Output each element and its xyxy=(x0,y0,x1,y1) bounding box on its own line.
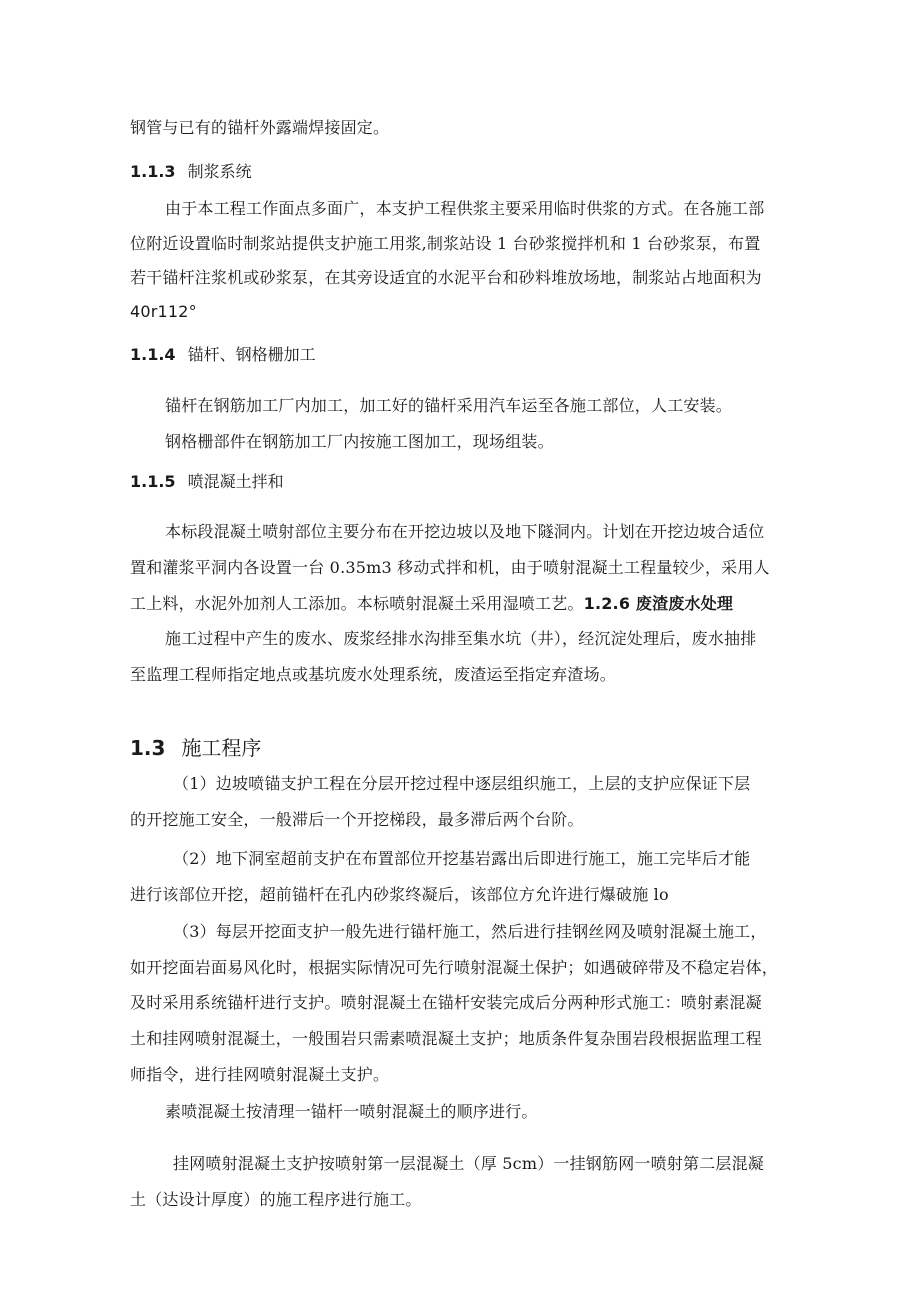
paragraph-line: 施工过程中产生的废水、废浆经排水沟排至集水坑（井），经沉淀处理后，废水抽排 xyxy=(165,629,757,648)
paragraph-line: （1）边坡喷锚支护工程在分层开挖过程中逐层组织施工，上层的支护应保证下层 xyxy=(173,774,751,793)
paragraph-line: 至监理工程师指定地点或基坑废水处理系统，废渣运至指定弃渣场。 xyxy=(130,665,617,684)
paragraph-line: 钢格栅部件在钢筋加工厂内按施工图加工，现场组装。 xyxy=(165,432,554,451)
inline-section-heading-1-2-6: 1.2.6 废渣废水处理 xyxy=(583,594,734,613)
paragraph-line: 师指令，进行挂网喷射混凝土支护。 xyxy=(130,1065,390,1084)
section-heading-1-1-5 xyxy=(130,472,284,492)
paragraph-line xyxy=(130,594,733,614)
paragraph-line: 钢管与已有的锚杆外露端焊接固定。 xyxy=(130,118,390,137)
paragraph-line: 的开挖施工安全，一般滞后一个开挖梯段，最多滞后两个台阶。 xyxy=(130,810,584,829)
paragraph-line: 素喷混凝土按清理一锚杆一喷射混凝土的顺序进行。 xyxy=(165,1102,538,1121)
section-title: 喷混凝土拌和 xyxy=(187,472,284,491)
paragraph-line: 40r112° xyxy=(130,302,197,321)
paragraph-line: 及时采用系统锚杆进行支护。喷射混凝土在锚杆安装完成后分两种形式施工：喷射素混凝 xyxy=(130,993,762,1012)
section-heading-1-1-3 xyxy=(130,162,252,182)
section-number: 1.1.3 xyxy=(130,162,176,181)
section-title: 锚杆、钢格栅加工 xyxy=(187,345,316,364)
section-heading-1-3 xyxy=(130,736,261,760)
paragraph-line: 由于本工程工作面点多面广，本支护工程供浆主要采用临时供浆的方式。在各施工部 xyxy=(165,199,765,218)
section-number: 1.1.5 xyxy=(130,472,176,491)
section-title: 制浆系统 xyxy=(187,162,252,181)
paragraph-text: 工上料，水泥外加剂人工添加。本标喷射混凝土采用湿喷工艺。 xyxy=(130,594,584,613)
paragraph-line: 土和挂网喷射混凝土，一般围岩只需素喷混凝土支护；地质条件复杂围岩段根据监理工程 xyxy=(130,1029,762,1048)
paragraph-line: 挂网喷射混凝土支护按喷射第一层混凝土（厚 5cm）一挂钢筋网一喷射第二层混凝 xyxy=(173,1154,764,1173)
paragraph-line: 本标段混凝土喷射部位主要分布在开挖边坡以及地下隧洞内。计划在开挖边坡合适位 xyxy=(165,522,765,541)
section-number: 1.1.4 xyxy=(130,345,176,364)
paragraph-line: （2）地下洞室超前支护在布置部位开挖基岩露出后即进行施工，施工完毕后才能 xyxy=(173,849,751,868)
paragraph-line: 若干锚杆注浆机或砂浆泵，在其旁设适宜的水泥平台和砂料堆放场地，制浆站占地面积为 xyxy=(130,268,762,287)
paragraph-line: 进行该部位开挖，超前锚杆在孔内砂浆终凝后，该部位方允许进行爆破施 lo xyxy=(130,885,669,904)
section-title: 施工程序 xyxy=(181,736,262,760)
paragraph-line: （3）每层开挖面支护一般先进行锚杆施工，然后进行挂钢丝网及喷射混凝土施工， xyxy=(173,922,767,941)
paragraph-line: 锚杆在钢筋加工厂内加工，加工好的锚杆采用汽车运至各施工部位，人工安装。 xyxy=(165,396,733,415)
paragraph-line: 位附近设置临时制浆站提供支护施工用浆,制浆站设 1 台砂浆搅拌机和 1 台砂浆泵，布置 xyxy=(130,234,761,253)
paragraph-line: 土（达设计厚度）的施工程序进行施工。 xyxy=(130,1190,422,1209)
paragraph-line: 置和灌浆平洞内各设置一台 0.35m3 移动式拌和机，由于喷射混凝土工程量较少，采用人 xyxy=(130,558,770,577)
paragraph-line: 如开挖面岩面易风化时，根据实际情况可先行喷射混凝土保护；如遇破碎带及不稳定岩体， xyxy=(130,958,779,977)
section-number: 1.3 xyxy=(130,736,166,760)
section-heading-1-1-4 xyxy=(130,345,316,365)
